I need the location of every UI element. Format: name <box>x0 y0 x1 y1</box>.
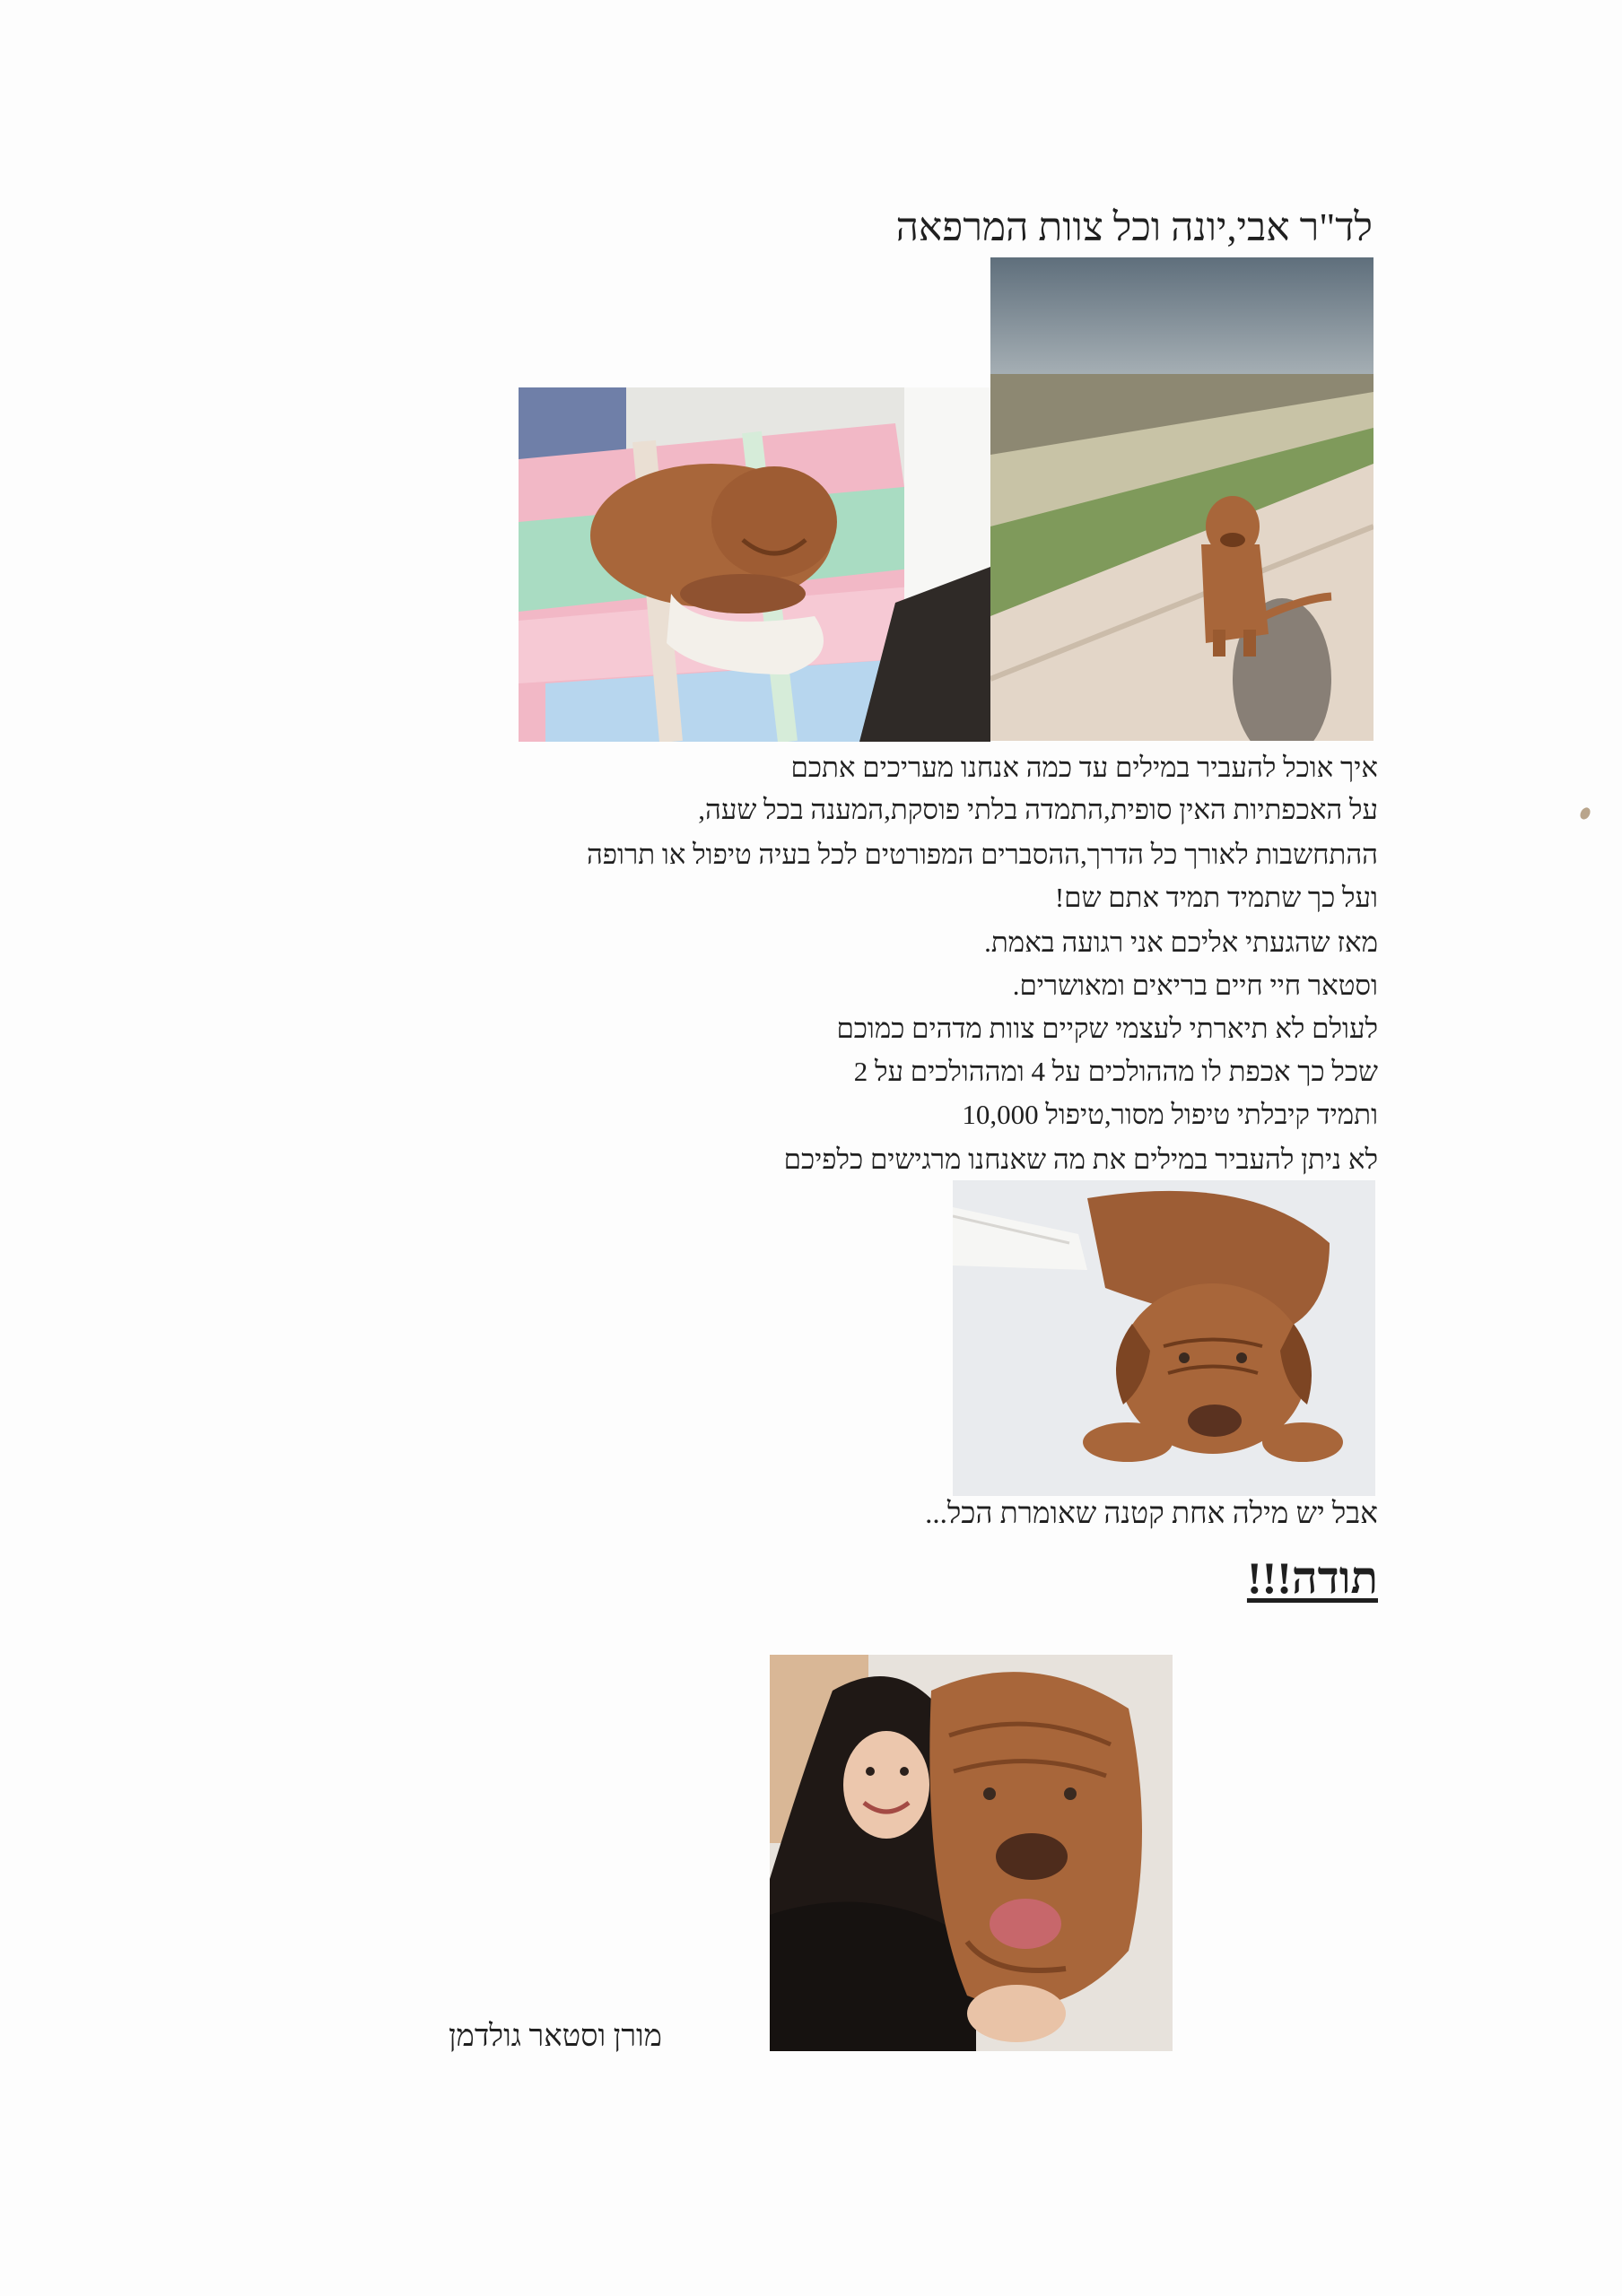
dog-on-floor-photo <box>953 1180 1375 1496</box>
letter-line-10: לא ניתן להעביר במילים את מה שאנחנו מרגישים כלפיכם <box>783 1144 1378 1175</box>
letter-line-7: לעולם לא תיארתי לעצמי שקיים צוות מדהים כמוכם <box>836 1013 1378 1044</box>
letter-line-3: ההתחשבות לאורך כל הדרך,ההסברים המפורטים לכל בעיה טיפול או תרופה <box>586 839 1378 870</box>
letter-line-1: איך אוכל להעביר במילים עד כמה אנחנו מעריכים אתכם <box>790 752 1378 783</box>
girl-with-dog-photo <box>770 1655 1173 2051</box>
letter-line-5: מאז שהגעתי אליכם אני רגועה באמת. <box>984 926 1378 958</box>
letter-line-2: על האכפתיות האין סופית,התמדה בלתי פוסקת,המענה בכל שעה, <box>698 794 1378 825</box>
letter-title: לד"ר אבי,יונה וכל צוות המרפאה <box>895 205 1373 249</box>
thanks-heading: תודה!!! <box>1246 1552 1378 1603</box>
letter-line-6: וסטאר חיי חיים בריאים ומאושרים. <box>1012 970 1378 1001</box>
letter-line-8: שכל כך אכפת לו מההולכים על 4 ומההולכים על 2 <box>853 1056 1378 1087</box>
dog-on-sofa-photo <box>519 387 990 742</box>
signature: מורן וסטאר גולדמן <box>449 2020 662 2053</box>
letter-line-4: ועל כך שתמיד תמיד אתם שם! <box>1054 882 1378 913</box>
letter-line-9: ותמיד קיבלתי טיפול מסור,טיפול 10,000 <box>962 1099 1378 1130</box>
letter-closing: אבל יש מילה אחת קטנה שאומרת הכל... <box>925 1498 1378 1530</box>
paper-speck <box>1578 805 1592 821</box>
dog-on-overlook-photo <box>990 257 1373 741</box>
